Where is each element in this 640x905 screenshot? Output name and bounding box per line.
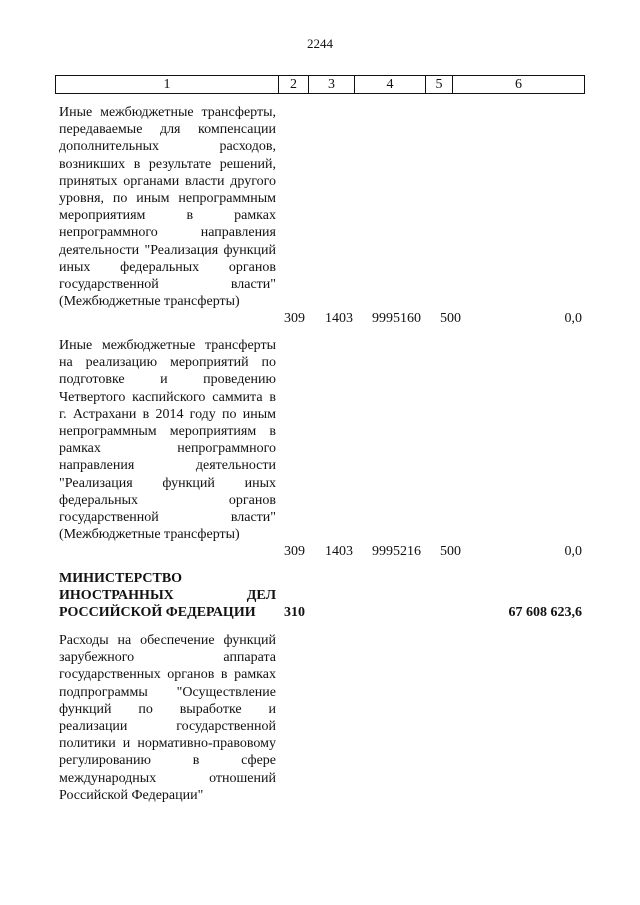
row-description: Расходы на обеспечение функций зарубежного аппарата государственных органов в рамках подпрограммы "Осуществление функций по выработке и реализации государственной политики и нормативно-правовому регулированию в сфере международных отношений Российской Федерации" [59,633,276,803]
row-col-4: 9995160 [372,311,421,326]
header-col-2: 2 [279,76,309,93]
row-col-3: 1403 [325,544,353,559]
header-col-3: 3 [309,76,355,93]
row-description: Иные межбюджетные трансферты, передаваемые для компенсации дополнительных расходов, возникших в результате решений, принятых органами власти другого уровня, по иным непрограммным мероприятиям в рамках непрограммного направления деятельности "Реализация функций иных федеральных органов государственной власти" (Межбюджетные трансферты) [59,105,276,310]
header-col-1: 1 [56,76,279,93]
row-col-4: 9995216 [372,544,421,559]
header-col-6: 6 [515,77,522,92]
row-col-2: 309 [284,311,305,326]
header-col-4: 4 [355,76,426,93]
row-col-2: 309 [284,544,305,559]
ministry-heading: МИНИСТЕРСТВО ИНОСТРАННЫХ ДЕЛ РОССИЙСКОЙ ФЕДЕРАЦИИ [59,571,276,620]
row-col-6: 0,0 [564,311,582,326]
row-col-6: 0,0 [564,544,582,559]
header-col-5: 5 [426,76,453,93]
row-col-5: 500 [440,544,461,559]
page-number: 2244 [307,36,333,51]
row-col-6: 67 608 623,6 [508,605,582,620]
row-col-3: 1403 [325,311,353,326]
row-description: Иные межбюджетные трансферты на реализацию мероприятий по подготовке и проведению Четвертого каспийского саммита в г. Астрахани в 2014 году по иным непрограммным мероприятиям в рамках непрограммного направления деятельности "Реализация функций иных федеральных органов государственной власти" (Межбюджетные трансферты) [59,338,276,543]
row-col-2: 310 [284,605,305,620]
table-header [55,75,585,94]
row-col-5: 500 [440,311,461,326]
